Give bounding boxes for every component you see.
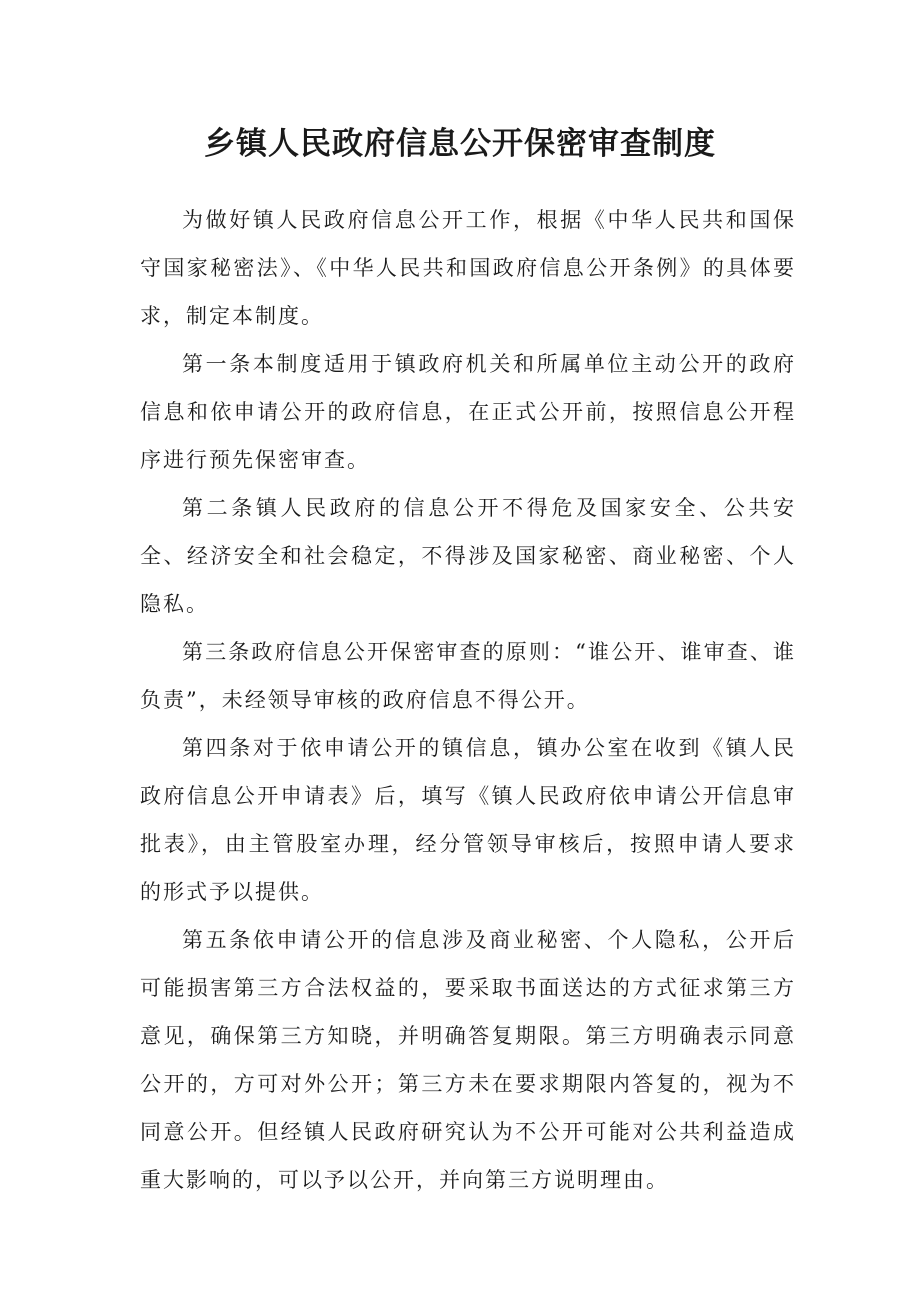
article-1-paragraph: 第一条本制度适用于镇政府机关和所属单位主动公开的政府信息和依申请公开的政府信息，在正式公开前，按照信息公开程序进行预先保密审查。	[140, 352, 796, 472]
article-4-paragraph: 第四条对于依申请公开的镇信息，镇办公室在收到《镇人民政府信息公开申请表》后，填写《镇人民政府依申请公开信息审批表》，由主管股室办理，经分管领导审核后，按照申请人要求的形式予以提供。	[140, 736, 796, 904]
article-3-paragraph: 第三条政府信息公开保密审查的原则：“谁公开、谁审查、谁负责”，未经领导审核的政府信息不得公开。	[140, 640, 796, 712]
intro-paragraph: 为做好镇人民政府信息公开工作，根据《中华人民共和国保守国家秘密法》、《中华人民共和国政府信息公开条例》的具体要求，制定本制度。	[140, 208, 796, 328]
article-5-paragraph: 第五条依申请公开的信息涉及商业秘密、个人隐私，公开后可能损害第三方合法权益的，要采取书面送达的方式征求第三方意见，确保第三方知晓，并明确答复期限。第三方明确表示同意公开的，方可对外公开；第三方未在要求期限内答复的，视为不同意公开。但经镇人民政府研究认为不公开可能对公共利益造成重大影响的，可以予以公开，并向第三方说明理由。	[140, 928, 796, 1192]
article-2-paragraph: 第二条镇人民政府的信息公开不得危及国家安全、公共安全、经济安全和社会稳定，不得涉及国家秘密、商业秘密、个人隐私。	[140, 496, 796, 616]
document-body	[140, 196, 796, 1204]
document-title: 乡镇人民政府信息公开保密审查制度	[204, 126, 716, 162]
